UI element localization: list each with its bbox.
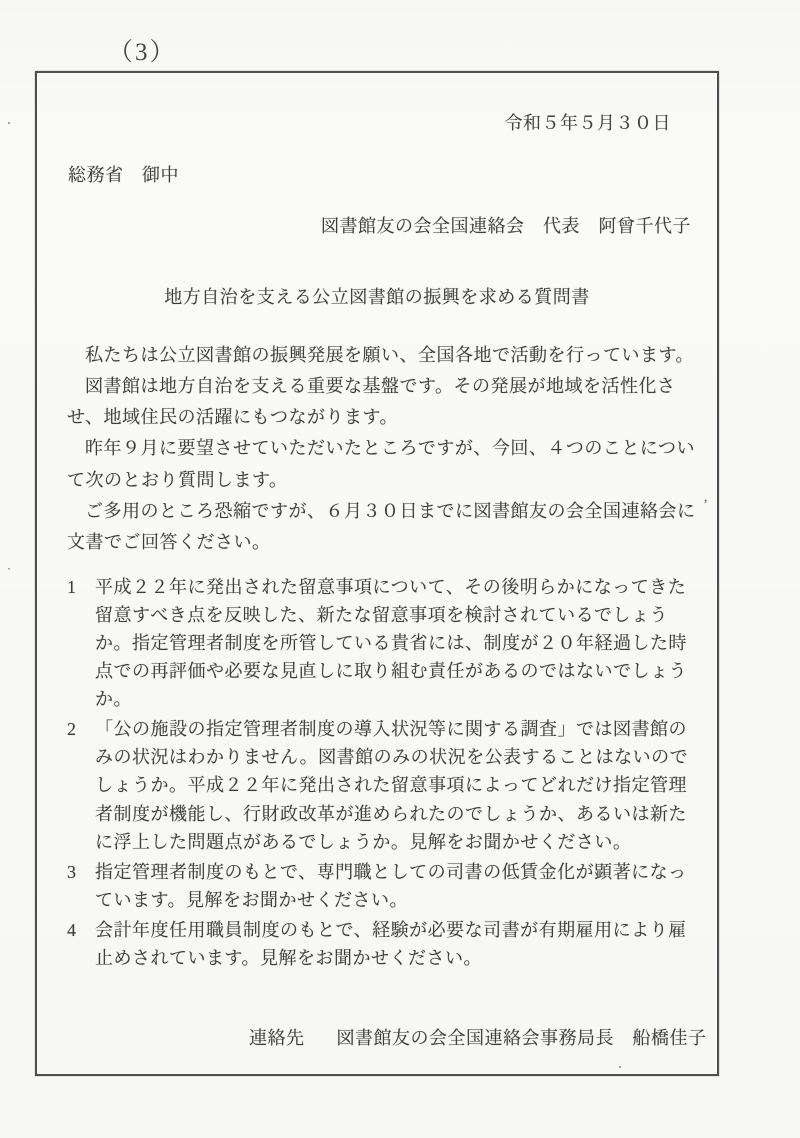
page-number-marker: （3） (108, 39, 177, 66)
contact-value: 図書館友の会全国連絡会事務局長 船橋佳子 (336, 1027, 707, 1048)
question-number: 1 (67, 576, 77, 597)
intro-paragraph: 昨年９月に要望させていただいたところですが、今回、４つのことについて次のとおり質問します。 (67, 438, 695, 490)
contact-line (37, 1024, 717, 1050)
question-number: 4 (67, 919, 77, 940)
letter-title: 地方自治を支える公立図書館の振興を求める質問書 (164, 287, 590, 307)
question-text: 会計年度任用職員制度のもとで、経験が必要な司書が有期雇用により雇止めされています。見解をお聞かせください。 (95, 919, 687, 968)
scan-speck: ` (4, 564, 12, 581)
question-number: 2 (67, 719, 77, 740)
contact-label: 連絡先 (249, 1027, 305, 1048)
letter-date: 令和５年５月３０日 (504, 113, 671, 133)
questions-list (37, 573, 717, 972)
question-item-4 (67, 916, 701, 972)
question-item-1 (67, 573, 701, 713)
question-number: 3 (67, 861, 77, 882)
scan-speck: ’ (703, 497, 708, 513)
intro-section (37, 340, 717, 558)
question-text: 「公の施設の指定管理者制度の導入状況等に関する調査」では図書館のみの状況はわかりません。図書館のみの状況を公表することはないのでしょうか。平成２２年に発出された留意事項によってどれだけ指定管理者制度が機能し、行財政改革が進められたのでしょうか、あるいは新たに浮上した問題点があるでしょうか。見解をお聞かせください。 (95, 719, 689, 852)
intro-paragraph: 図書館は地方自治を支える重要な基盤です。その発展が地域を活性化させ、地域住民の活躍にもつながります。 (67, 376, 676, 428)
scan-speck (619, 1066, 621, 1068)
recipient-line: 総務省 御中 (68, 165, 179, 185)
question-item-3 (67, 858, 701, 914)
question-text: 平成２２年に発出された留意事項について、その後明らかになってきた留意すべき点を反映した、新たな留意事項を検討されているでしょうか。指定管理者制度を所管している貴省には、制度が２０年経過した時点での再評価や必要な見直しに取り組む責任があるのではないでしょうか。 (95, 576, 687, 710)
letter-border-box (35, 71, 719, 1076)
question-item-2 (67, 715, 701, 855)
intro-paragraph: ご多用のところ恐縮ですが、６月３０日までに図書館友の会全国連絡会に文書でご回答ください。 (67, 500, 696, 552)
sender-line: 図書館友の会全国連絡会 代表 阿曾千代子 (321, 216, 691, 236)
intro-paragraph: 私たちは公立図書館の振興発展を願い、全国各地で活動を行っています。 (85, 345, 695, 365)
scan-speck (8, 122, 10, 124)
question-text: 指定管理者制度のもとで、専門職としての司書の低賃金化が顕著になっています。見解をお聞かせください。 (95, 861, 687, 910)
